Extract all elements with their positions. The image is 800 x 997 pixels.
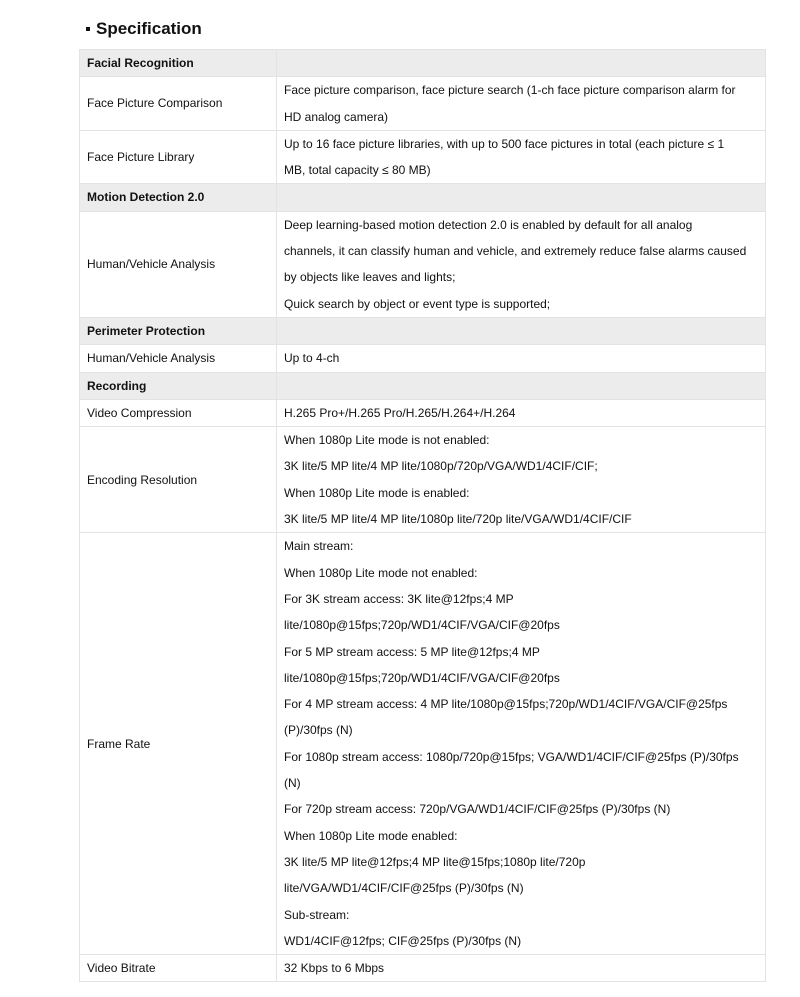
spec-table <box>79 49 766 982</box>
spec-value-line: lite/1080p@15fps;720p/WD1/4CIF/VGA/CIF@20fps <box>284 670 560 685</box>
spec-row <box>80 427 766 533</box>
page-title <box>86 16 202 42</box>
spec-value-line: When 1080p Lite mode not enabled: <box>284 565 478 580</box>
section-header-spacer <box>277 372 766 399</box>
spec-value-line: (P)/30fps (N) <box>284 723 353 738</box>
section-header-row <box>80 372 766 399</box>
spec-row <box>80 77 766 131</box>
section-header-spacer <box>277 184 766 211</box>
section-title: Motion Detection 2.0 <box>80 184 277 211</box>
spec-value-line: 32 Kbps to 6 Mbps <box>284 961 385 976</box>
spec-value <box>277 955 766 982</box>
spec-value <box>277 130 766 184</box>
spec-value-line: lite/VGA/WD1/4CIF/CIF@25fps (P)/30fps (N) <box>284 881 524 896</box>
spec-value-line: (N) <box>284 776 301 791</box>
spec-value-line: When 1080p Lite mode is enabled: <box>284 485 470 500</box>
bullet-icon <box>86 27 90 31</box>
spec-value-line: by objects like leaves and lights; <box>284 270 456 285</box>
spec-value-line: When 1080p Lite mode is not enabled: <box>284 433 490 448</box>
page-title-text: Specification <box>96 19 202 38</box>
spec-label: Video Compression <box>80 399 277 426</box>
spec-value <box>277 533 766 955</box>
spec-label: Frame Rate <box>80 533 277 955</box>
section-header-spacer <box>277 317 766 344</box>
spec-value-line: Up to 4-ch <box>284 351 340 366</box>
spec-value-line: Quick search by object or event type is supported; <box>284 296 551 311</box>
spec-row <box>80 211 766 317</box>
spec-value-line: lite/1080p@15fps;720p/WD1/4CIF/VGA/CIF@20fps <box>284 618 560 633</box>
spec-value-line: For 1080p stream access: 1080p/720p@15fps; VGA/WD1/4CIF/CIF@25fps (P)/30fps <box>284 749 739 764</box>
spec-table-body <box>80 50 766 982</box>
spec-value-line: channels, it can classify human and vehicle, and extremely reduce false alarms caused <box>284 244 747 259</box>
spec-value-line: Face picture comparison, face picture search (1-ch face picture comparison alarm for <box>284 83 736 98</box>
spec-value-line: Main stream: <box>284 539 354 554</box>
spec-label: Face Picture Library <box>80 130 277 184</box>
spec-value-line: For 720p stream access: 720p/VGA/WD1/4CIF/CIF@25fps (P)/30fps (N) <box>284 802 671 817</box>
spec-value-line: MB, total capacity ≤ 80 MB) <box>284 163 431 178</box>
spec-value-line: 3K lite/5 MP lite@12fps;4 MP lite@15fps;1080p lite/720p <box>284 854 586 869</box>
spec-value <box>277 77 766 131</box>
spec-value <box>277 345 766 372</box>
spec-value-line: For 5 MP stream access: 5 MP lite@12fps;4 MP <box>284 644 540 659</box>
spec-row <box>80 955 766 982</box>
section-header-spacer <box>277 50 766 77</box>
spec-label: Human/Vehicle Analysis <box>80 345 277 372</box>
spec-value-line: WD1/4CIF@12fps; CIF@25fps (P)/30fps (N) <box>284 933 522 948</box>
section-title: Perimeter Protection <box>80 317 277 344</box>
spec-value <box>277 211 766 317</box>
section-header-row <box>80 317 766 344</box>
spec-value <box>277 427 766 533</box>
spec-value-line: For 4 MP stream access: 4 MP lite/1080p@15fps;720p/WD1/4CIF/VGA/CIF@25fps <box>284 697 728 712</box>
section-header-row <box>80 184 766 211</box>
spec-label: Video Bitrate <box>80 955 277 982</box>
spec-value <box>277 399 766 426</box>
spec-value-line: H.265 Pro+/H.265 Pro/H.265/H.264+/H.264 <box>284 405 516 420</box>
spec-value-line: Sub-stream: <box>284 907 350 922</box>
section-title: Facial Recognition <box>80 50 277 77</box>
spec-value-line: 3K lite/5 MP lite/4 MP lite/1080p/720p/VGA/WD1/4CIF/CIF; <box>284 459 598 474</box>
spec-label: Encoding Resolution <box>80 427 277 533</box>
spec-value-line: 3K lite/5 MP lite/4 MP lite/1080p lite/720p lite/VGA/WD1/4CIF/CIF <box>284 512 632 527</box>
spec-value-line: Up to 16 face picture libraries, with up to 500 face pictures in total (each picture ≤ 1 <box>284 136 725 151</box>
spec-value-line: For 3K stream access: 3K lite@12fps;4 MP <box>284 591 514 606</box>
spec-row <box>80 399 766 426</box>
section-title: Recording <box>80 372 277 399</box>
spec-label: Face Picture Comparison <box>80 77 277 131</box>
spec-row <box>80 533 766 955</box>
spec-value-line: When 1080p Lite mode enabled: <box>284 828 458 843</box>
spec-value-line: HD analog camera) <box>284 109 389 124</box>
spec-row <box>80 130 766 184</box>
section-header-row <box>80 50 766 77</box>
spec-row <box>80 345 766 372</box>
spec-value-line: Deep learning-based motion detection 2.0 is enabled by default for all analog <box>284 217 693 232</box>
spec-label: Human/Vehicle Analysis <box>80 211 277 317</box>
